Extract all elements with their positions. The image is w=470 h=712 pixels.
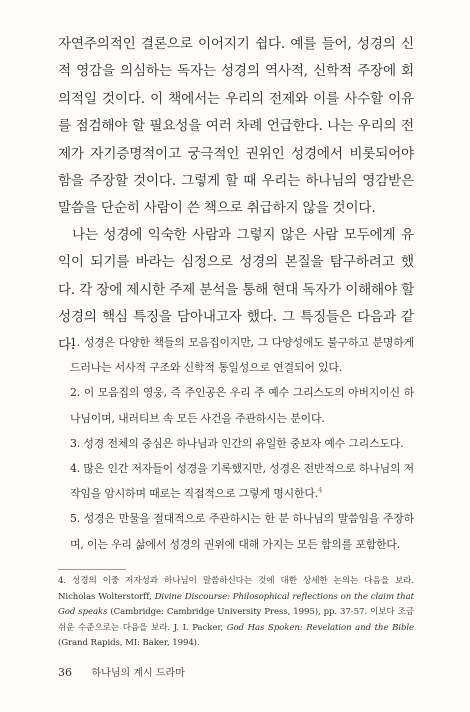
footnote-mid: (Cambridge: Cambridge University Press, 1995), pp. 37-57. 이보다 조금 쉬운 수준으로는 다음을 보라. J. I. Packer,	[58, 607, 414, 633]
list-item	[70, 506, 414, 556]
footnote-tail: (Grand Rapids, MI: Baker, 1994).	[58, 638, 200, 649]
page-footer	[58, 664, 185, 679]
footnote-divider	[58, 569, 126, 570]
list-item	[70, 330, 414, 380]
footnote-reference[interactable]: 4	[318, 486, 323, 495]
list-item	[70, 431, 414, 456]
list-item-text: 1. 성경은 다양한 책들의 모음집이지만, 그 다양성에도 불구하고 분명하게 드러나는 서사적 구조와 신학적 통일성으로 연결되어 있다.	[70, 336, 414, 375]
footnote-marker: 4.	[58, 576, 66, 586]
footnote-lead: 성경의 이중 저자성과 하나님이 말씀하신다는 것에 대한 상세한 논의는 다음을 보라. Nicholas Wolterstorff,	[58, 576, 414, 602]
body-paragraph-1: 자연주의적인 결론으로 이어지기 쉽다. 예를 들어, 성경의 신적 영감을 의심하는 독자는 성경의 역사적, 신학적 주장에 회의적일 것이다. 이 책에서는 우리의 전제와 이를 사수할 이유를 점검해야 할 필요성을 여러 차례 언급한다. 나는 우리의 전제가 자기증명적이고 궁극적인 권위인 성경에서 비롯되어야 함을 주장할 것이다. 그렇게 할 때 우리는 하나님의 영감받은 말씀을 단순히 사람이 쓴 책으로 취급하지 않을 것이다.	[58, 36, 414, 217]
page-number: 36	[58, 666, 72, 679]
feature-list	[70, 330, 414, 557]
running-title: 하나님의 계시 드라마	[91, 668, 185, 679]
body-paragraph-2: 나는 성경에 익숙한 사람과 그렇지 않은 사람 모두에게 유익이 되기를 바라는 심정으로 성경의 본질을 탐구하려고 했다. 각 장에 제시한 주제 분석을 통해 현대 독자가 이해해야 할 성경의 핵심 특징을 담아내고자 했다. 그 특징들은 다음과 같다.	[58, 227, 414, 353]
list-item-text: 2. 이 모음집의 영웅, 즉 주인공은 우리 주 예수 그리스도의 아버지이신 하나님이며, 내러티브 속 모든 사건을 주관하시는 분이다.	[70, 386, 414, 425]
footnote	[58, 574, 414, 652]
footnote-book-title-2: God Has Spoken: Revelation and the Bible	[226, 622, 415, 633]
list-item-text: 4. 많은 인간 저자들이 성경을 기록했지만, 성경은 전반적으로 하나님의 저작임을 암시하며 때로는 직접적으로 그렇게 명시한다.	[70, 462, 414, 501]
list-item	[70, 456, 414, 506]
list-item	[70, 380, 414, 430]
list-item-text: 3. 성경 전체의 중심은 하나님과 인간의 유일한 중보자 예수 그리스도다.	[70, 436, 404, 450]
footnote-book-title-1: Divine Discourse: Philosophical reflections on the claim that God speaks	[58, 591, 414, 618]
list-item-text: 5. 성경은 만물을 절대적으로 주관하시는 한 분 하나님의 말씀임을 주장하며, 이는 우리 삶에서 성경의 권위에 대해 가지는 모든 함의를 포함한다.	[70, 512, 414, 551]
